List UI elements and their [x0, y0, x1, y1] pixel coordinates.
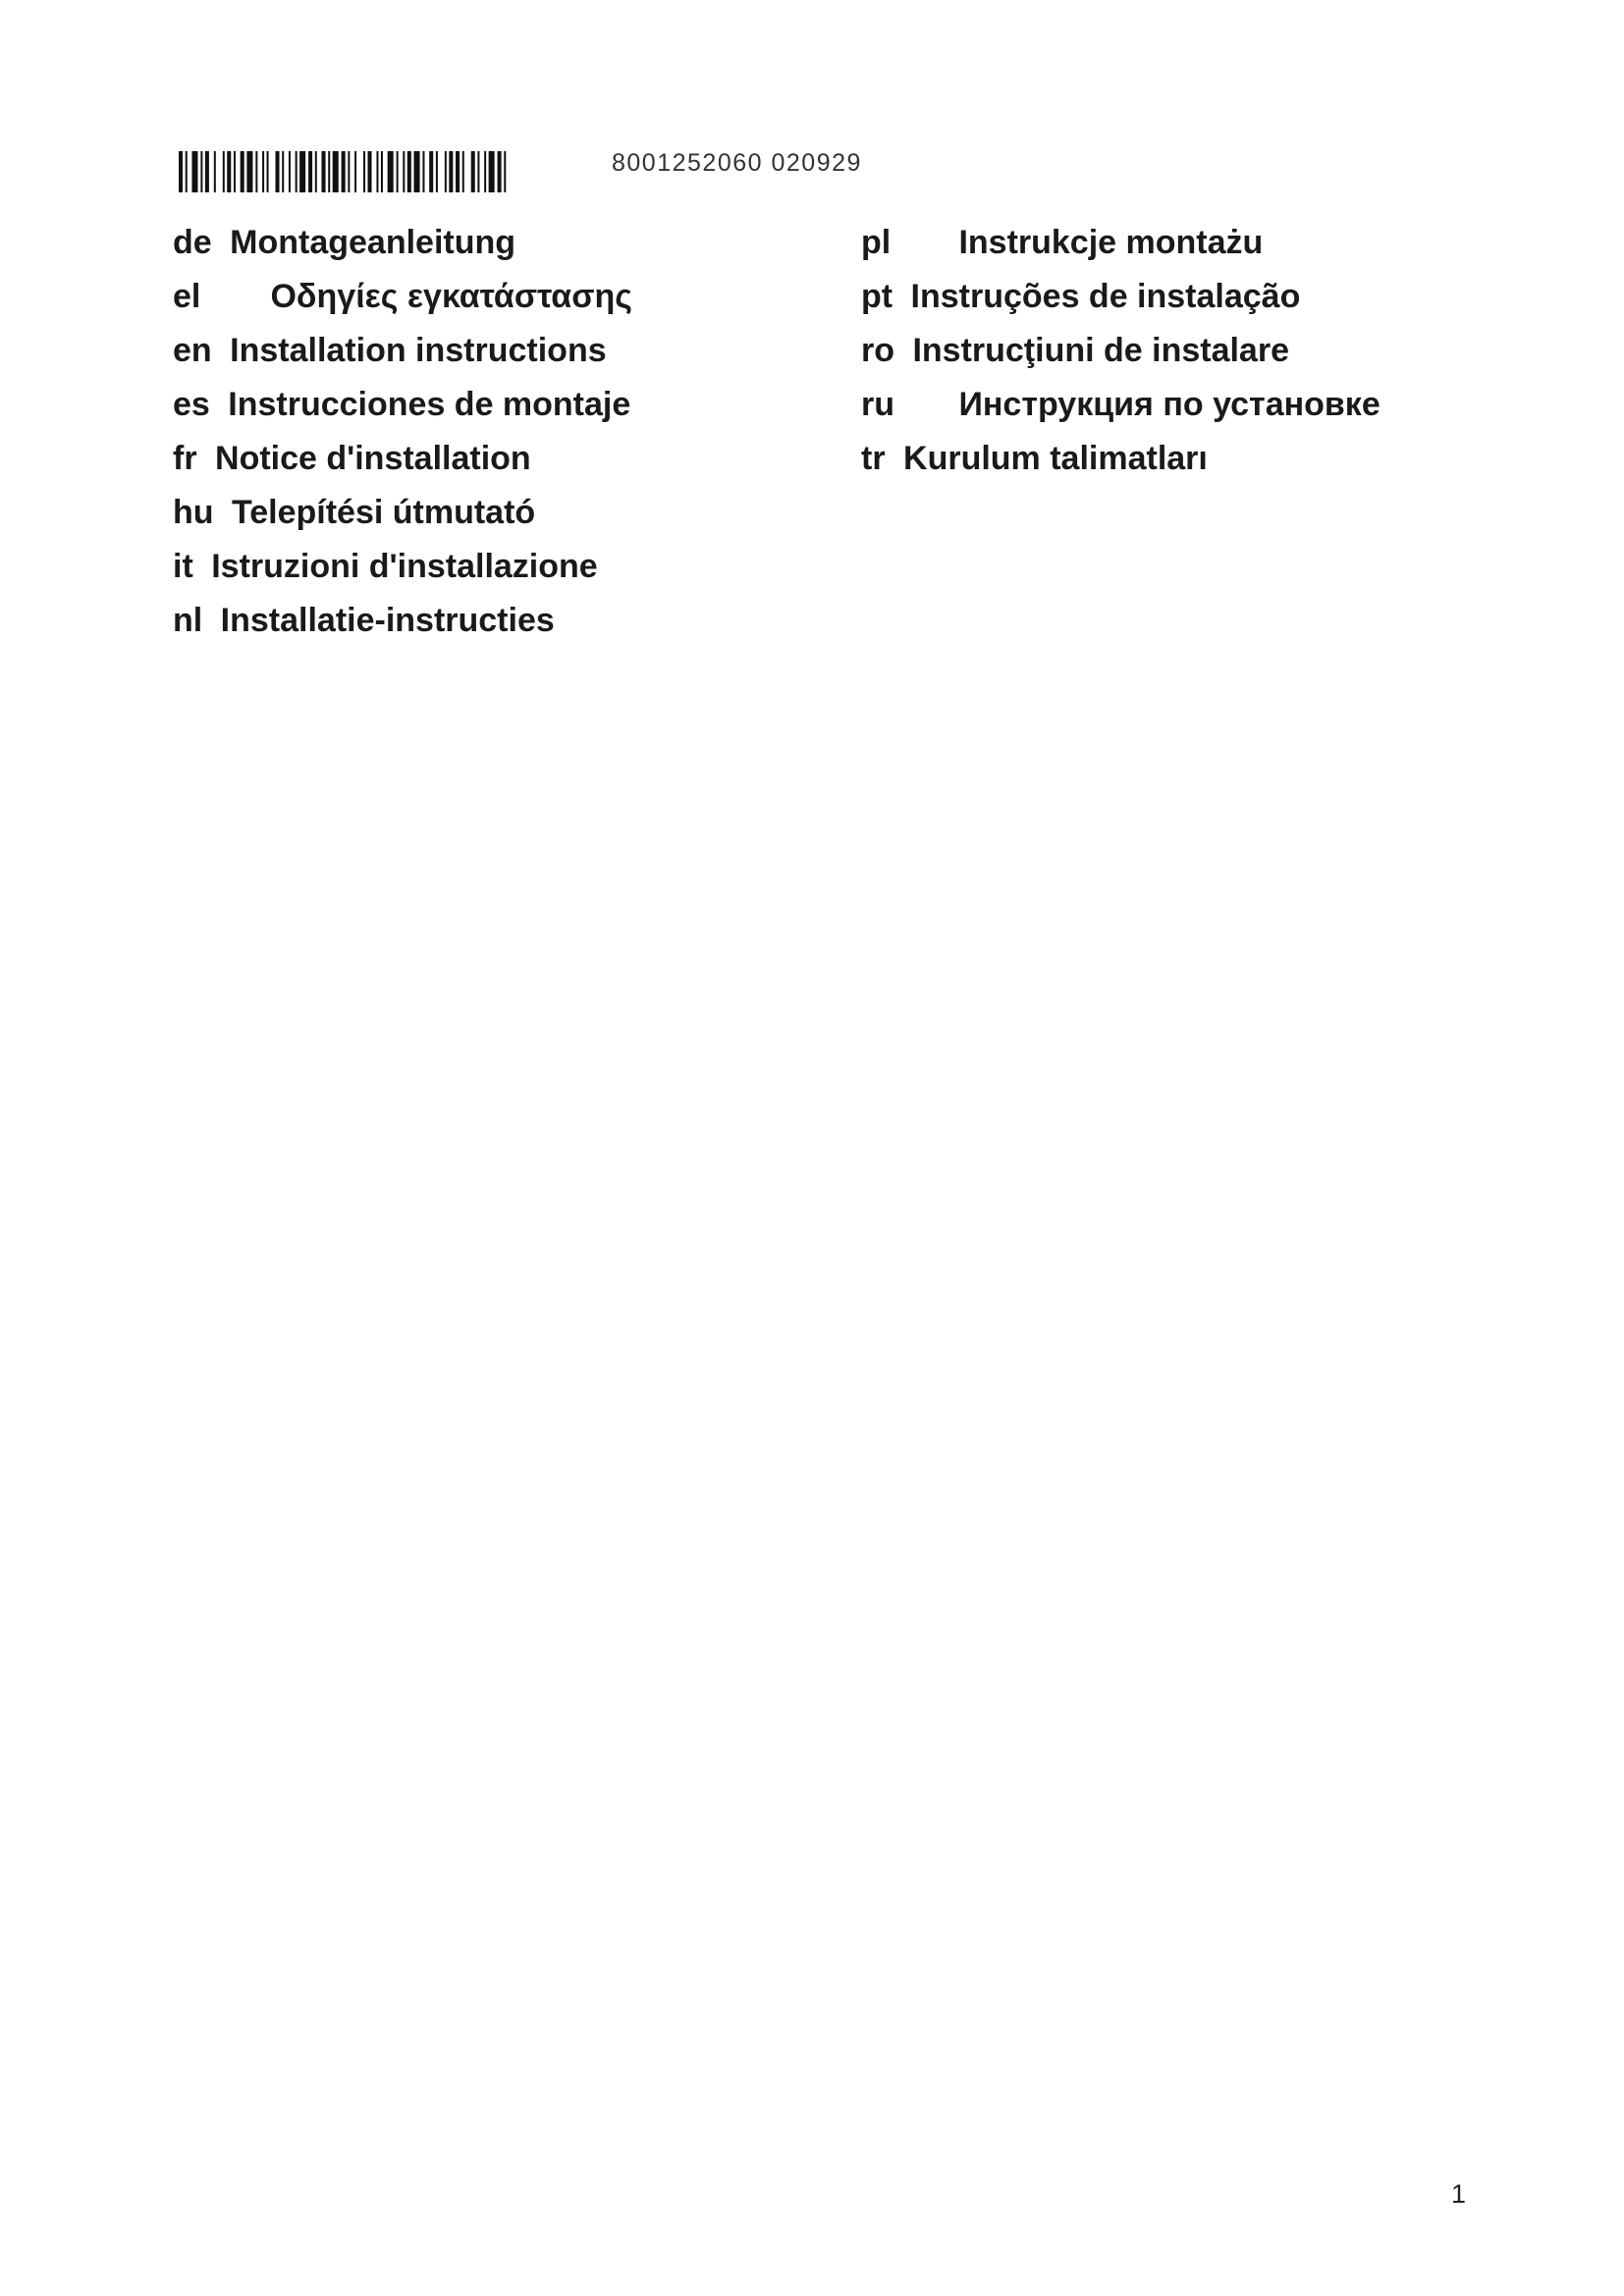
barcode-bar [299, 151, 305, 192]
barcode-bar [363, 151, 365, 192]
language-title: Οδηγίες εγκατάστασης [270, 278, 632, 315]
language-code: tr [861, 440, 886, 477]
language-title: Telepítési útmutató [232, 494, 536, 531]
barcode-bar [354, 151, 356, 192]
language-title: Инструкция по установке [958, 386, 1380, 423]
barcode-bar [456, 151, 460, 192]
language-entry-pt [861, 270, 1380, 324]
language-code: fr [173, 440, 197, 477]
barcode-bar [498, 151, 502, 192]
barcode-bar [191, 151, 197, 192]
barcode-bar [262, 151, 264, 192]
language-title: Instrucţiuni de instalare [912, 332, 1289, 369]
barcode-bar [407, 151, 411, 192]
barcode-bar [436, 151, 438, 192]
barcode-bar [403, 151, 405, 192]
language-entry-en [173, 324, 632, 378]
barcode-bar [282, 151, 284, 192]
barcode-bar [445, 151, 447, 192]
barcode-bar [255, 151, 257, 192]
language-entry-el [173, 270, 632, 324]
language-code: hu [173, 494, 214, 531]
language-code: it [173, 548, 193, 585]
language-title: Installation instructions [230, 332, 607, 369]
barcode-bar [289, 151, 291, 192]
language-entry-it [173, 540, 632, 594]
barcode-bar [322, 151, 326, 192]
barcode-bar [186, 151, 188, 192]
barcode-bar [267, 151, 269, 192]
language-code: en [173, 332, 212, 369]
language-title: Notice d'installation [215, 440, 531, 477]
language-title: Installatie-instructies [220, 602, 555, 639]
barcode-bar [477, 151, 479, 192]
language-code: el [173, 278, 201, 315]
language-entry-ru [861, 378, 1380, 432]
barcode-bar [333, 151, 339, 192]
barcode-bar [484, 151, 486, 192]
language-list-right [861, 216, 1380, 486]
barcode-bar [449, 151, 453, 192]
barcode-bar [368, 151, 372, 192]
language-entry-fr [173, 432, 632, 486]
barcode-bar [179, 151, 183, 192]
language-code: es [173, 386, 210, 423]
language-title: Instrukcje montażu [958, 224, 1264, 261]
language-title: Instruções de instalação [910, 278, 1301, 315]
barcode-bar [205, 151, 209, 192]
barcode-bar [241, 151, 244, 192]
language-entry-hu [173, 486, 632, 540]
language-title: Istruzioni d'installazione [211, 548, 598, 585]
language-title: Kurulum talimatları [903, 440, 1208, 477]
barcode-bar [397, 151, 399, 192]
barcode-bar [223, 151, 225, 192]
language-title: Instrucciones de montaje [228, 386, 631, 423]
language-entry-pl [861, 216, 1380, 270]
language-entry-nl [173, 594, 632, 648]
language-title: Montageanleitung [230, 224, 516, 261]
barcode-bar [471, 151, 475, 192]
barcode-bars [179, 151, 511, 192]
barcode-image [179, 151, 511, 192]
barcode-bar [429, 151, 433, 192]
barcode-bar [462, 151, 464, 192]
language-entry-es [173, 378, 632, 432]
barcode-bar [227, 151, 231, 192]
barcode-bar [308, 151, 312, 192]
barcode-bar [489, 151, 495, 192]
barcode-bar [200, 151, 202, 192]
barcode-bar [376, 151, 378, 192]
barcode-bar [381, 151, 383, 192]
barcode-bar [342, 151, 346, 192]
barcode-bar [246, 151, 252, 192]
barcode-bar [214, 151, 216, 192]
barcode-bar [348, 151, 350, 192]
language-code: pt [861, 278, 893, 315]
barcode-bar [504, 151, 506, 192]
page-number: 1 [1451, 2179, 1467, 2209]
language-code: pl [861, 224, 892, 261]
language-code: de [173, 224, 212, 261]
language-code: ro [861, 332, 894, 369]
language-list-left [173, 216, 632, 648]
language-code: nl [173, 602, 203, 639]
barcode-bar [414, 151, 420, 192]
barcode-bar [275, 151, 279, 192]
barcode-bar [315, 151, 317, 192]
barcode-bar [296, 151, 298, 192]
barcode-bar [388, 151, 394, 192]
barcode-number: 8001252060 020929 [612, 149, 862, 177]
language-entry-ro [861, 324, 1380, 378]
language-code: ru [861, 386, 894, 423]
barcode-bar [422, 151, 424, 192]
language-entry-tr [861, 432, 1380, 486]
barcode-bar [234, 151, 236, 192]
barcode-bar [328, 151, 330, 192]
language-entry-de [173, 216, 632, 270]
